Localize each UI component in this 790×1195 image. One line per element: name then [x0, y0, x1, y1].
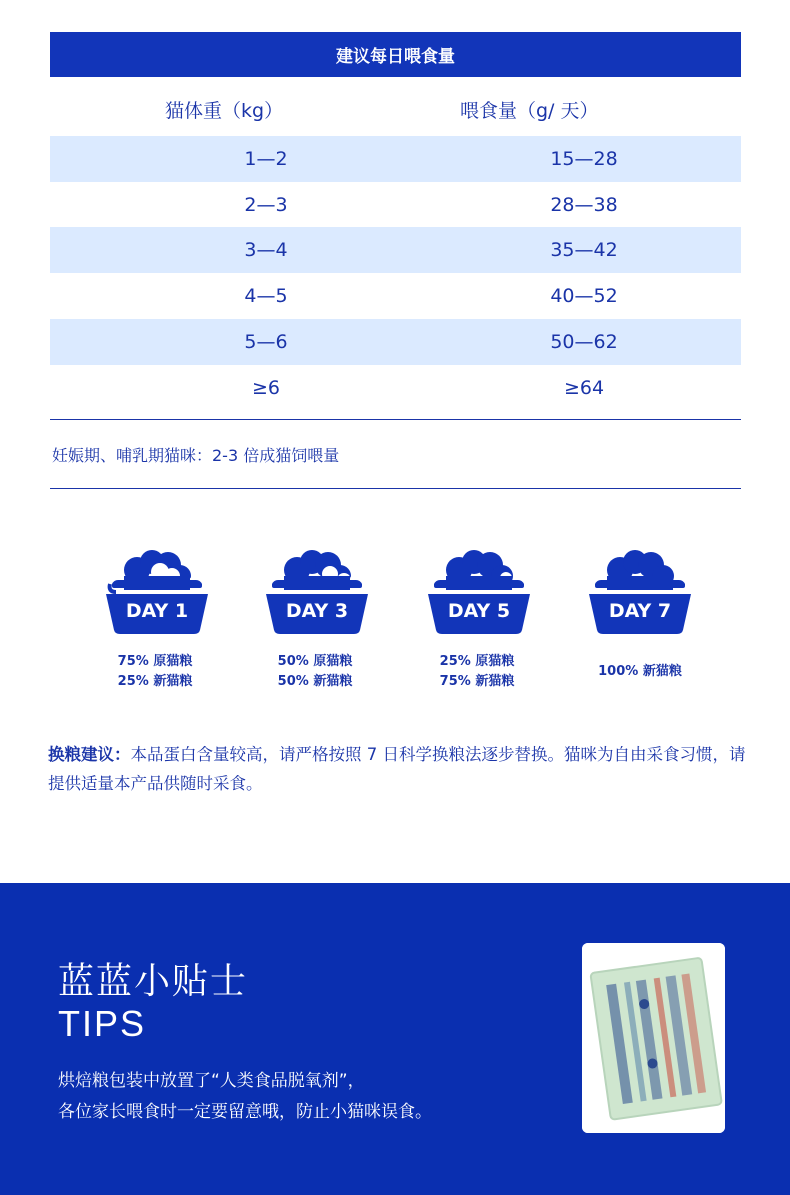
tips-body [58, 1066, 432, 1128]
ratio-line: 75% 新猫粮 [439, 674, 515, 689]
day-7-bowl-icon [585, 548, 695, 638]
weight-cell: ≥6 [251, 377, 280, 399]
tips-line: 烘焙粮包装中放置了“人类食品脱氧剂”， [58, 1071, 365, 1091]
tips-subtitle: TIPS [58, 1003, 147, 1044]
table-row [50, 136, 741, 182]
divider [50, 419, 741, 420]
tips-title: 蓝蓝小贴士 [58, 961, 249, 1002]
table-row [50, 365, 741, 411]
weight-cell: 1—2 [244, 148, 288, 170]
amount-cell: 35—42 [550, 239, 618, 261]
tips-section [0, 883, 790, 1195]
day-5-bowl-icon [424, 548, 534, 638]
weight-cell: 3—4 [244, 239, 288, 261]
amount-cell: 28—38 [550, 194, 618, 216]
day-3-ratio [240, 652, 390, 692]
day-label: DAY 1 [125, 600, 189, 622]
day-1-ratio [80, 652, 230, 692]
ratio-line: 100% 新猫粮 [598, 664, 682, 679]
table-row [50, 227, 741, 273]
transition-advice [48, 740, 748, 798]
weight-cell: 4—5 [244, 285, 288, 307]
day-5-ratio [402, 652, 552, 692]
amount-cell: 15—28 [550, 148, 618, 170]
amount-cell: 40—52 [550, 285, 618, 307]
day-3-bowl-icon [262, 548, 372, 638]
advice-label: 换粮建议： [48, 745, 131, 764]
table-row [50, 319, 741, 365]
day-label: DAY 5 [447, 600, 511, 622]
feeding-table-title: 建议每日喂食量 [50, 32, 741, 77]
day-7-ratio [565, 662, 715, 682]
table-row [50, 273, 741, 319]
weight-column-header: 猫体重（kg） [165, 100, 284, 122]
weight-cell: 5—6 [244, 331, 288, 353]
ratio-line: 25% 新猫粮 [117, 674, 193, 689]
table-row [50, 182, 741, 228]
divider [50, 488, 741, 489]
ratio-line: 75% 原猫粮 [117, 654, 193, 669]
amount-column-header: 喂食量（g/ 天） [460, 100, 599, 122]
amount-cell: ≥64 [563, 377, 605, 399]
ratio-line: 50% 新猫粮 [277, 674, 353, 689]
day-1-bowl-icon [102, 548, 212, 638]
tips-line: 各位家长喂食时一定要留意哦，防止小猫咪误食。 [58, 1102, 432, 1122]
advice-text: 本品蛋白含量较高，请严格按照 7 日科学换粮法逐步替换。猫咪为自由采食习惯，请提供适量本产品供随时采食。 [48, 745, 746, 793]
amount-cell: 50—62 [550, 331, 618, 353]
ratio-line: 50% 原猫粮 [277, 654, 353, 669]
weight-cell: 2—3 [244, 194, 288, 216]
pregnancy-note: 妊娠期、哺乳期猫咪：2-3 倍成猫饲喂量 [52, 446, 340, 465]
ratio-line: 25% 原猫粮 [439, 654, 515, 669]
day-label: DAY 7 [608, 600, 672, 622]
day-label: DAY 3 [285, 600, 349, 622]
oxygen-absorber-photo [582, 943, 725, 1133]
